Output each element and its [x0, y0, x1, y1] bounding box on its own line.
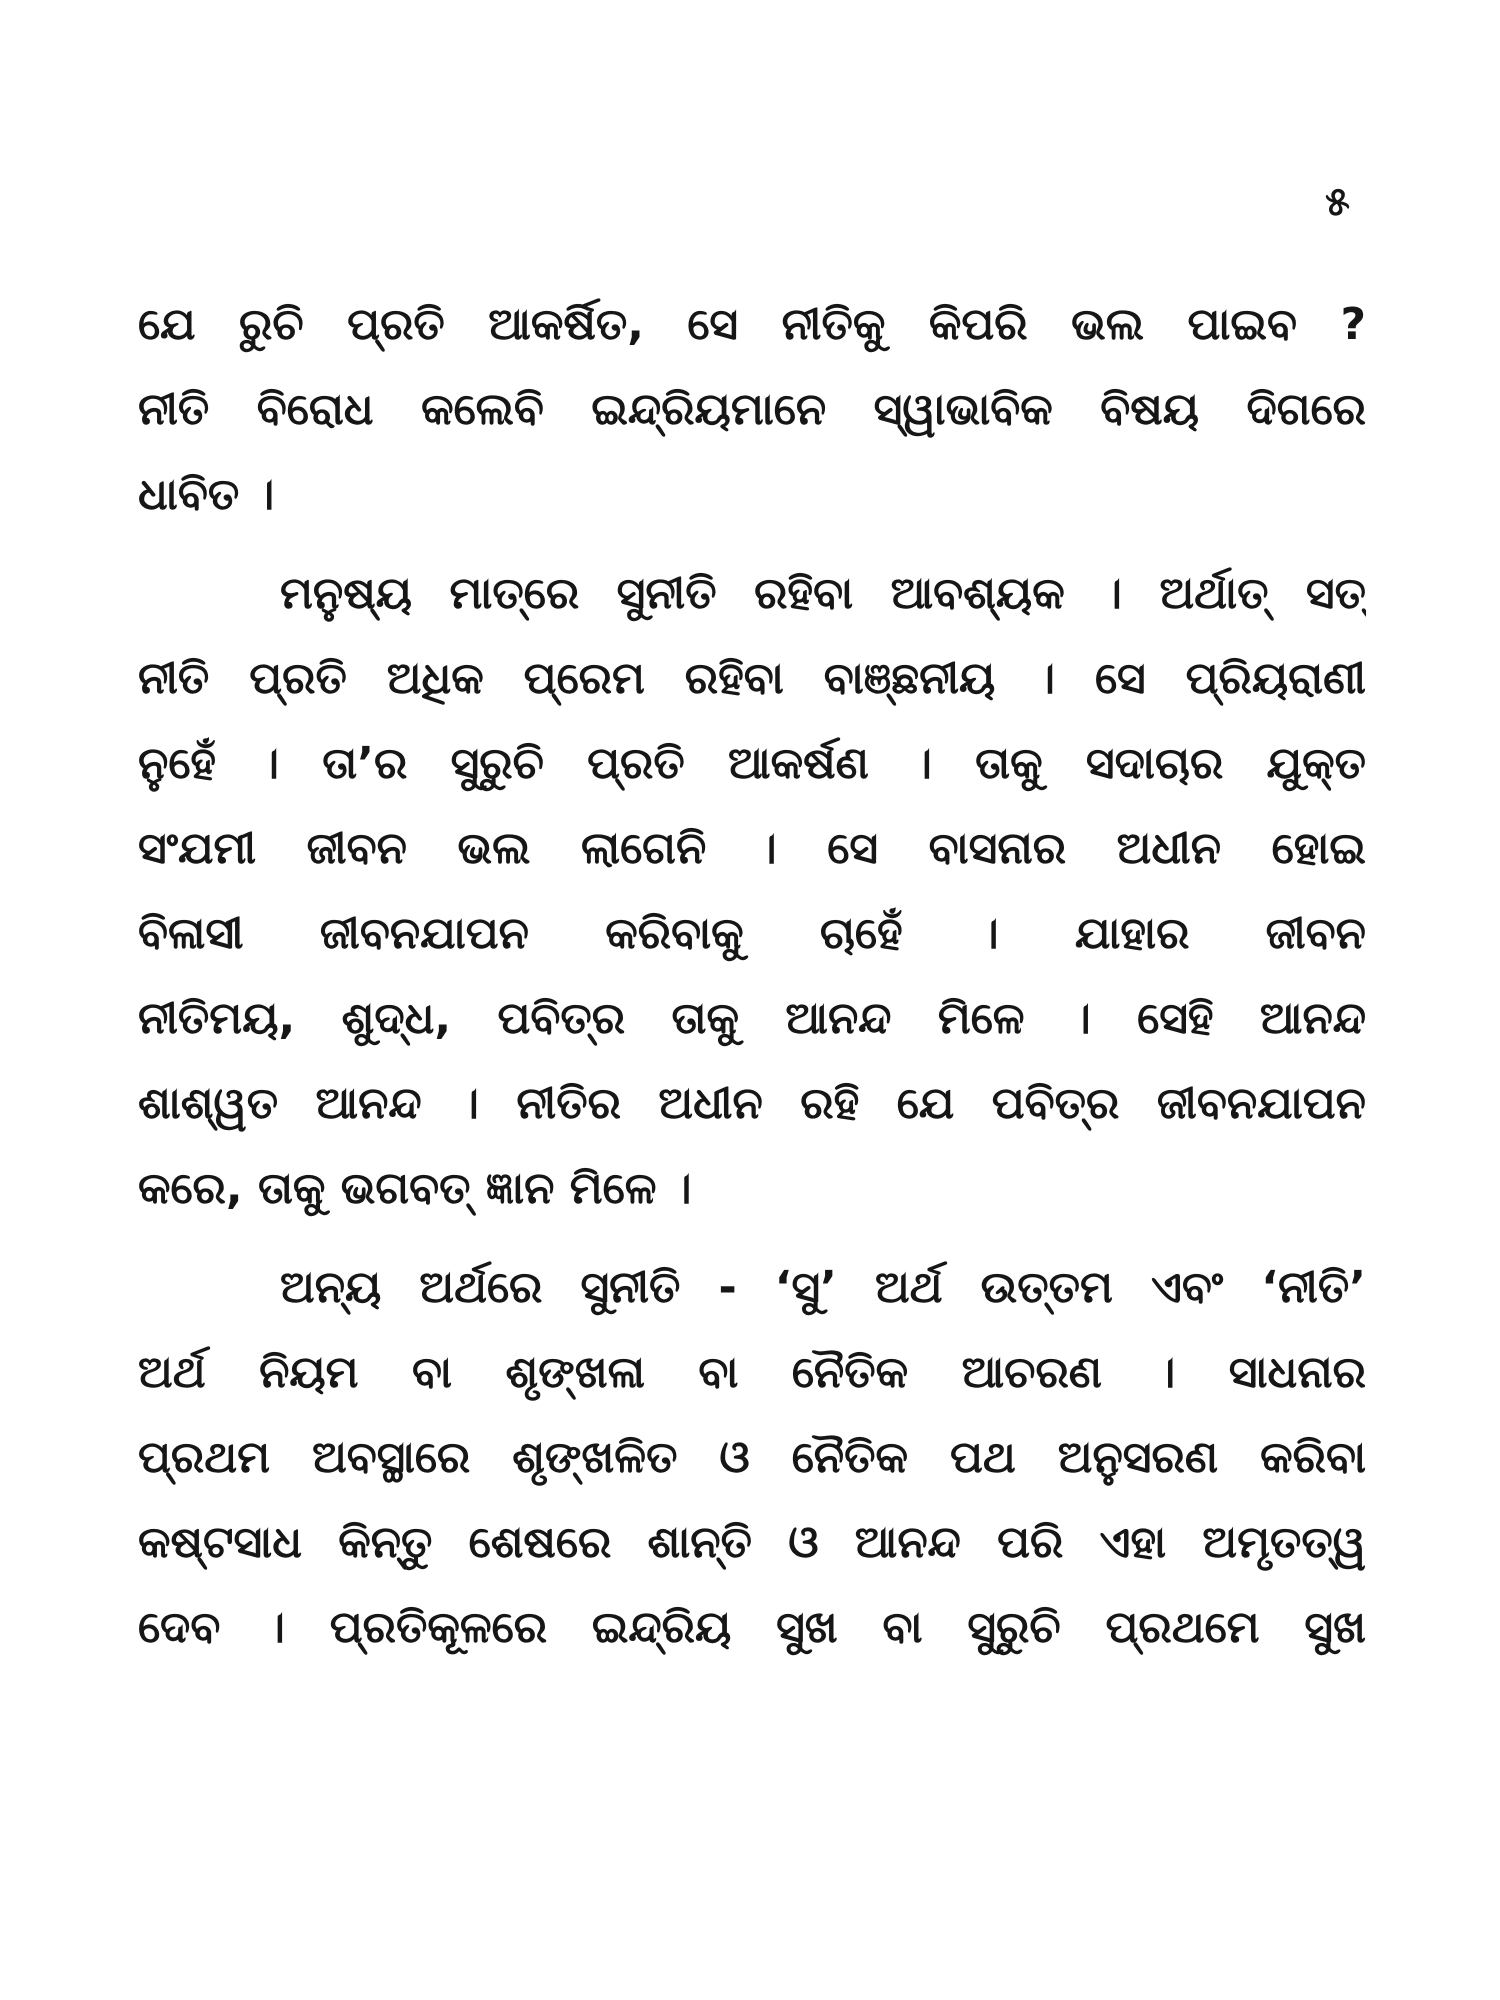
text-line: ମନୁଷ୍ୟ ମାତ୍ରେ ସୁନୀତି ରହିବା ଆବଶ୍ୟକ । ଅର୍ଥାତ୍ ସତ୍ — [280, 568, 1366, 619]
page-number: ୫ — [1325, 179, 1350, 225]
body-text — [138, 282, 1366, 1670]
text-line: ନୀତି ବିରୋଧ କଲେବି ଇନ୍ଦ୍ରିୟମାନେ ସ୍ୱାଭାବିକ ବିଷୟ ଦିଗରେ — [138, 384, 1366, 435]
text-line: ଶାଶ୍ୱତ ଆନନ୍ଦ । ନୀତିର ଅଧୀନ ରହି ଯେ ପବିତ୍ର ଜୀବନଯାପନ — [138, 1078, 1366, 1129]
text-line: ସଂଯମୀ ଜୀବନ ଭଲ ଲାଗେନି । ସେ ବାସନାର ଅଧୀନ ହୋଇ — [138, 823, 1366, 874]
text-line: ନୀତିମୟ, ଶୁଦ୍ଧ, ପବିତ୍ର ତାକୁ ଆନନ୍ଦ ମିଳେ । ସେହି ଆନନ୍ଦ — [138, 993, 1366, 1044]
text-line: ନୀତି ପ୍ରତି ଅଧିକ ପ୍ରେମ ରହିବା ବାଞ୍ଛନୀୟ । ସେ ପ୍ରିୟରାଣୀ — [138, 653, 1366, 704]
text-line: କଷ୍ଟସାଧ କିନ୍ତୁ ଶେଷରେ ଶାନ୍ତି ଓ ଆନନ୍ଦ ପରି ଏହା ଅମୃତତ୍ୱ — [138, 1517, 1366, 1568]
text-line: କରେ, ତାକୁ ଭଗବତ୍ ଜ୍ଞାନ ମିଳେ । — [138, 1163, 692, 1214]
text-line: ଦେବ । ପ୍ରତିକୂଳରେ ଇନ୍ଦ୍ରିୟ ସୁଖ ବା ସୁରୁଚି ପ୍ରଥମେ ସୁଖ — [138, 1602, 1366, 1653]
text-line: ନୁହେଁ । ତା’ର ସୁରୁଚି ପ୍ରତି ଆକର୍ଷଣ । ତାକୁ ସଦାଚାର ଯୁକ୍ତ — [138, 738, 1366, 789]
text-line: ବିଳାସୀ ଜୀବନଯାପନ କରିବାକୁ ଚାହେଁ । ଯାହାର ଜୀବନ — [138, 908, 1366, 959]
text-line: ପ୍ରଥମ ଅବସ୍ଥାରେ ଶୃଙ୍ଖଳିତ ଓ ନୈତିକ ପଥ ଅନୁସରଣ କରିବା — [138, 1432, 1366, 1483]
text-line: ଅନ୍ୟ ଅର୍ଥରେ ସୁନୀତି - ‘ସୁ’ ଅର୍ଥ ଉତ୍ତମ ଏବଂ ‘ନୀତି’ — [280, 1262, 1366, 1313]
text-line: ଯେ ରୁଚି ପ୍ରତି ଆକର୍ଷିତ, ସେ ନୀତିକୁ କିପରି ଭଲ ପାଇବ ? — [138, 299, 1366, 350]
paragraph-gap — [138, 1231, 1366, 1245]
text-line: ଧାବିତ । — [138, 469, 275, 520]
text-line: ଅର୍ଥ ନିୟମ ବା ଶୃଙ୍ଖଳା ବା ନୈତିକ ଆଚରଣ । ସାଧନାର — [138, 1347, 1366, 1398]
paragraph-gap — [138, 537, 1366, 551]
